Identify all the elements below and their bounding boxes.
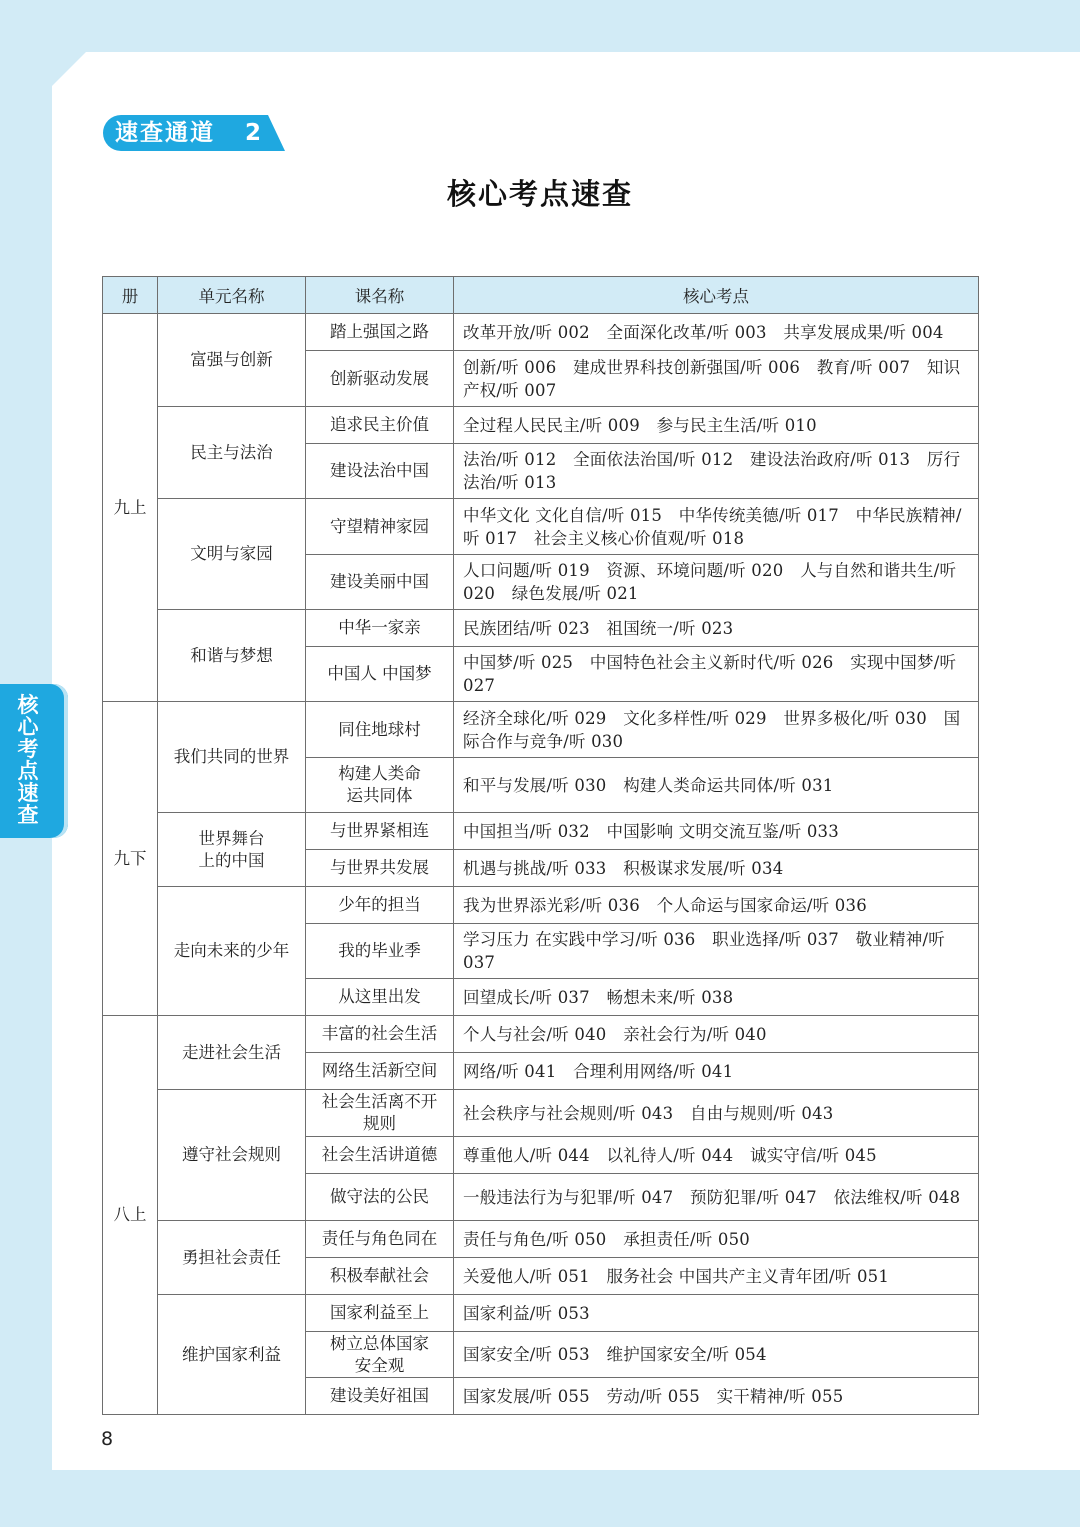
lesson-cell: 社会生活离不开规则 bbox=[306, 1090, 454, 1137]
lesson-cell: 丰富的社会生活 bbox=[306, 1016, 454, 1053]
badge-label: 速查通道 bbox=[115, 120, 215, 146]
lesson-cell: 同住地球村 bbox=[306, 702, 454, 758]
points-cell: 中国梦/听 025 中国特色社会主义新时代/听 026 实现中国梦/听 027 bbox=[454, 647, 979, 702]
table-row bbox=[103, 1221, 979, 1258]
points-cell: 中华文化 文化自信/听 015 中华传统美德/听 017 中华民族精神/听 017 社会主义核心价值观/听 018 bbox=[454, 499, 979, 555]
unit-cell: 文明与家园 bbox=[158, 499, 306, 610]
points-cell: 国家发展/听 055 劳动/听 055 实干精神/听 055 bbox=[454, 1378, 979, 1415]
unit-cell: 走向未来的少年 bbox=[158, 887, 306, 1016]
unit-cell: 勇担社会责任 bbox=[158, 1221, 306, 1295]
header-points: 核心考点 bbox=[454, 277, 979, 314]
lesson-cell: 国家利益至上 bbox=[306, 1295, 454, 1332]
points-cell: 改革开放/听 002 全面深化改革/听 003 共享发展成果/听 004 bbox=[454, 314, 979, 351]
side-tab bbox=[0, 684, 68, 838]
points-cell: 国家利益/听 053 bbox=[454, 1295, 979, 1332]
unit-cell: 走进社会生活 bbox=[158, 1016, 306, 1090]
lesson-cell: 建设美丽中国 bbox=[306, 555, 454, 610]
book-cell: 九下 bbox=[103, 702, 158, 1016]
points-cell: 机遇与挑战/听 033 积极谋求发展/听 034 bbox=[454, 850, 979, 887]
header-unit: 单元名称 bbox=[158, 277, 306, 314]
points-cell: 我为世界添光彩/听 036 个人命运与国家命运/听 036 bbox=[454, 887, 979, 924]
table-header-row bbox=[103, 277, 979, 314]
header-lesson: 课名称 bbox=[306, 277, 454, 314]
table-row bbox=[103, 314, 979, 351]
points-cell: 和平与发展/听 030 构建人类命运共同体/听 031 bbox=[454, 758, 979, 813]
lesson-cell: 与世界共发展 bbox=[306, 850, 454, 887]
lesson-cell: 从这里出发 bbox=[306, 979, 454, 1016]
unit-cell: 世界舞台上的中国 bbox=[158, 813, 306, 887]
points-cell: 责任与角色/听 050 承担责任/听 050 bbox=[454, 1221, 979, 1258]
lesson-cell: 中华一家亲 bbox=[306, 610, 454, 647]
badge-number: 2 bbox=[245, 120, 262, 146]
unit-cell: 维护国家利益 bbox=[158, 1295, 306, 1415]
table-row bbox=[103, 1295, 979, 1332]
points-cell: 中国担当/听 032 中国影响 文明交流互鉴/听 033 bbox=[454, 813, 979, 850]
lesson-cell: 建设法治中国 bbox=[306, 444, 454, 499]
points-cell: 个人与社会/听 040 亲社会行为/听 040 bbox=[454, 1016, 979, 1053]
lesson-cell: 少年的担当 bbox=[306, 887, 454, 924]
table-row bbox=[103, 702, 979, 758]
lesson-cell: 中国人 中国梦 bbox=[306, 647, 454, 702]
lesson-cell: 追求民主价值 bbox=[306, 407, 454, 444]
points-cell: 回望成长/听 037 畅想未来/听 038 bbox=[454, 979, 979, 1016]
lesson-cell: 建设美好祖国 bbox=[306, 1378, 454, 1415]
unit-cell: 富强与创新 bbox=[158, 314, 306, 407]
page-title: 核心考点速查 bbox=[446, 177, 633, 211]
lesson-cell: 树立总体国家安全观 bbox=[306, 1332, 454, 1378]
table-row bbox=[103, 610, 979, 647]
core-points-table bbox=[102, 276, 979, 1415]
points-cell: 尊重他人/听 044 以礼待人/听 044 诚实守信/听 045 bbox=[454, 1137, 979, 1174]
lesson-cell: 与世界紧相连 bbox=[306, 813, 454, 850]
side-tab-label: 核心考点速查 bbox=[17, 693, 39, 827]
points-cell: 网络/听 041 合理利用网络/听 041 bbox=[454, 1053, 979, 1090]
points-cell: 关爱他人/听 051 服务社会 中国共产主义青年团/听 051 bbox=[454, 1258, 979, 1295]
table-row bbox=[103, 407, 979, 444]
lesson-cell: 创新驱动发展 bbox=[306, 351, 454, 407]
lesson-cell: 积极奉献社会 bbox=[306, 1258, 454, 1295]
lesson-cell: 踏上强国之路 bbox=[306, 314, 454, 351]
lesson-cell: 责任与角色同在 bbox=[306, 1221, 454, 1258]
lesson-cell: 我的毕业季 bbox=[306, 924, 454, 979]
points-cell: 民族团结/听 023 祖国统一/听 023 bbox=[454, 610, 979, 647]
points-cell: 一般违法行为与犯罪/听 047 预防犯罪/听 047 依法维权/听 048 bbox=[454, 1174, 979, 1221]
points-cell: 人口问题/听 019 资源、环境问题/听 020 人与自然和谐共生/听 020 绿色发展/听 021 bbox=[454, 555, 979, 610]
lesson-cell: 构建人类命运共同体 bbox=[306, 758, 454, 813]
table-row bbox=[103, 1016, 979, 1053]
unit-cell: 遵守社会规则 bbox=[158, 1090, 306, 1221]
table-row bbox=[103, 887, 979, 924]
page-number: 8 bbox=[101, 1428, 114, 1450]
points-cell: 社会秩序与社会规则/听 043 自由与规则/听 043 bbox=[454, 1090, 979, 1137]
lesson-cell: 网络生活新空间 bbox=[306, 1053, 454, 1090]
points-cell: 学习压力 在实践中学习/听 036 职业选择/听 037 敬业精神/听 037 bbox=[454, 924, 979, 979]
points-cell: 创新/听 006 建成世界科技创新强国/听 006 教育/听 007 知识产权/听 007 bbox=[454, 351, 979, 407]
lesson-cell: 守望精神家园 bbox=[306, 499, 454, 555]
lesson-cell: 做守法的公民 bbox=[306, 1174, 454, 1221]
table-row bbox=[103, 1090, 979, 1137]
unit-cell: 和谐与梦想 bbox=[158, 610, 306, 702]
lesson-cell: 社会生活讲道德 bbox=[306, 1137, 454, 1174]
header-book: 册 bbox=[103, 277, 158, 314]
unit-cell: 民主与法治 bbox=[158, 407, 306, 499]
points-cell: 法治/听 012 全面依法治国/听 012 建设法治政府/听 013 厉行法治/听 013 bbox=[454, 444, 979, 499]
book-cell: 九上 bbox=[103, 314, 158, 702]
points-cell: 全过程人民民主/听 009 参与民主生活/听 010 bbox=[454, 407, 979, 444]
table-row bbox=[103, 499, 979, 555]
table-row bbox=[103, 813, 979, 850]
book-cell: 八上 bbox=[103, 1016, 158, 1415]
points-cell: 经济全球化/听 029 文化多样性/听 029 世界多极化/听 030 国际合作与竞争/听 030 bbox=[454, 702, 979, 758]
unit-cell: 我们共同的世界 bbox=[158, 702, 306, 813]
points-cell: 国家安全/听 053 维护国家安全/听 054 bbox=[454, 1332, 979, 1378]
section-badge bbox=[103, 115, 285, 151]
